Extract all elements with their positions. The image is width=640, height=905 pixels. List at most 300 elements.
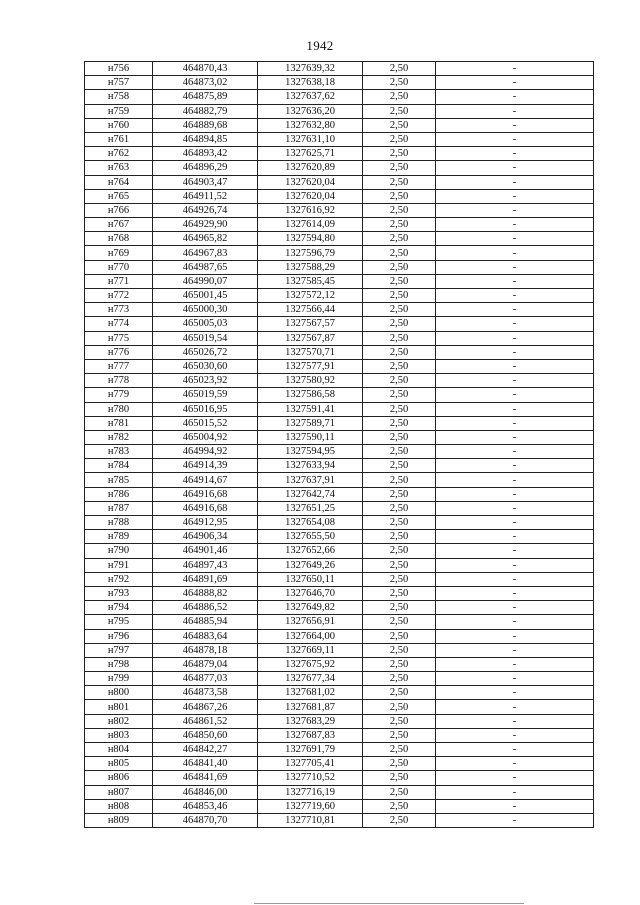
y-coordinate-cell: 1327655,50 xyxy=(258,530,363,544)
point-id-cell: н776 xyxy=(85,345,153,359)
description-cell: - xyxy=(436,544,594,558)
x-coordinate-cell: 464882,79 xyxy=(153,104,258,118)
y-coordinate-cell: 1327652,66 xyxy=(258,544,363,558)
table-row xyxy=(85,516,594,530)
table-row xyxy=(85,90,594,104)
description-cell: - xyxy=(436,743,594,757)
x-coordinate-cell: 464903,47 xyxy=(153,175,258,189)
accuracy-cell: 2,50 xyxy=(363,771,436,785)
point-id-cell: н764 xyxy=(85,175,153,189)
y-coordinate-cell: 1327580,92 xyxy=(258,374,363,388)
description-cell: - xyxy=(436,402,594,416)
point-id-cell: н797 xyxy=(85,643,153,657)
point-id-cell: н758 xyxy=(85,90,153,104)
y-coordinate-cell: 1327637,62 xyxy=(258,90,363,104)
description-cell: - xyxy=(436,118,594,132)
point-id-cell: н789 xyxy=(85,530,153,544)
description-cell: - xyxy=(436,317,594,331)
description-cell: - xyxy=(436,700,594,714)
table-row xyxy=(85,501,594,515)
y-coordinate-cell: 1327650,11 xyxy=(258,572,363,586)
y-coordinate-cell: 1327570,71 xyxy=(258,345,363,359)
accuracy-cell: 2,50 xyxy=(363,785,436,799)
x-coordinate-cell: 465023,92 xyxy=(153,374,258,388)
y-coordinate-cell: 1327586,58 xyxy=(258,388,363,402)
description-cell: - xyxy=(436,260,594,274)
point-id-cell: н807 xyxy=(85,785,153,799)
point-id-cell: н785 xyxy=(85,473,153,487)
point-id-cell: н794 xyxy=(85,601,153,615)
x-coordinate-cell: 464870,70 xyxy=(153,813,258,827)
table-row xyxy=(85,388,594,402)
point-id-cell: н780 xyxy=(85,402,153,416)
accuracy-cell: 2,50 xyxy=(363,572,436,586)
accuracy-cell: 2,50 xyxy=(363,175,436,189)
point-id-cell: н786 xyxy=(85,487,153,501)
point-id-cell: н757 xyxy=(85,76,153,90)
accuracy-cell: 2,50 xyxy=(363,331,436,345)
table-row xyxy=(85,416,594,430)
description-cell: - xyxy=(436,487,594,501)
y-coordinate-cell: 1327649,82 xyxy=(258,601,363,615)
x-coordinate-cell: 464877,03 xyxy=(153,672,258,686)
x-coordinate-cell: 464883,64 xyxy=(153,629,258,643)
x-coordinate-cell: 464867,26 xyxy=(153,700,258,714)
point-id-cell: н784 xyxy=(85,459,153,473)
accuracy-cell: 2,50 xyxy=(363,757,436,771)
accuracy-cell: 2,50 xyxy=(363,90,436,104)
y-coordinate-cell: 1327594,80 xyxy=(258,232,363,246)
table-row xyxy=(85,714,594,728)
point-id-cell: н779 xyxy=(85,388,153,402)
x-coordinate-cell: 464914,67 xyxy=(153,473,258,487)
point-id-cell: н793 xyxy=(85,586,153,600)
description-cell: - xyxy=(436,459,594,473)
x-coordinate-cell: 464886,52 xyxy=(153,601,258,615)
footer-rule xyxy=(254,903,524,904)
accuracy-cell: 2,50 xyxy=(363,345,436,359)
accuracy-cell: 2,50 xyxy=(363,104,436,118)
description-cell: - xyxy=(436,799,594,813)
x-coordinate-cell: 464842,27 xyxy=(153,743,258,757)
description-cell: - xyxy=(436,132,594,146)
accuracy-cell: 2,50 xyxy=(363,629,436,643)
point-id-cell: н771 xyxy=(85,274,153,288)
point-id-cell: н802 xyxy=(85,714,153,728)
point-id-cell: н795 xyxy=(85,615,153,629)
table-row xyxy=(85,203,594,217)
table-row xyxy=(85,161,594,175)
x-coordinate-cell: 464846,00 xyxy=(153,785,258,799)
y-coordinate-cell: 1327675,92 xyxy=(258,657,363,671)
y-coordinate-cell: 1327664,00 xyxy=(258,629,363,643)
point-id-cell: н772 xyxy=(85,289,153,303)
point-id-cell: н769 xyxy=(85,246,153,260)
y-coordinate-cell: 1327614,09 xyxy=(258,218,363,232)
description-cell: - xyxy=(436,359,594,373)
table-row xyxy=(85,686,594,700)
point-id-cell: н763 xyxy=(85,161,153,175)
x-coordinate-cell: 464894,85 xyxy=(153,132,258,146)
table-row xyxy=(85,629,594,643)
point-id-cell: н790 xyxy=(85,544,153,558)
x-coordinate-cell: 464853,46 xyxy=(153,799,258,813)
description-cell: - xyxy=(436,615,594,629)
table-row xyxy=(85,743,594,757)
description-cell: - xyxy=(436,345,594,359)
x-coordinate-cell: 464893,42 xyxy=(153,147,258,161)
accuracy-cell: 2,50 xyxy=(363,473,436,487)
accuracy-cell: 2,50 xyxy=(363,218,436,232)
accuracy-cell: 2,50 xyxy=(363,303,436,317)
y-coordinate-cell: 1327719,60 xyxy=(258,799,363,813)
accuracy-cell: 2,50 xyxy=(363,118,436,132)
accuracy-cell: 2,50 xyxy=(363,558,436,572)
accuracy-cell: 2,50 xyxy=(363,516,436,530)
accuracy-cell: 2,50 xyxy=(363,359,436,373)
coordinates-table xyxy=(84,61,594,828)
x-coordinate-cell: 464911,52 xyxy=(153,189,258,203)
description-cell: - xyxy=(436,303,594,317)
table-row xyxy=(85,76,594,90)
point-id-cell: н798 xyxy=(85,657,153,671)
y-coordinate-cell: 1327691,79 xyxy=(258,743,363,757)
y-coordinate-cell: 1327620,04 xyxy=(258,189,363,203)
y-coordinate-cell: 1327631,10 xyxy=(258,132,363,146)
x-coordinate-cell: 464873,02 xyxy=(153,76,258,90)
table-row xyxy=(85,260,594,274)
table-row xyxy=(85,672,594,686)
point-id-cell: н788 xyxy=(85,516,153,530)
point-id-cell: н805 xyxy=(85,757,153,771)
accuracy-cell: 2,50 xyxy=(363,232,436,246)
table-row xyxy=(85,132,594,146)
accuracy-cell: 2,50 xyxy=(363,274,436,288)
x-coordinate-cell: 464965,82 xyxy=(153,232,258,246)
description-cell: - xyxy=(436,757,594,771)
x-coordinate-cell: 464870,43 xyxy=(153,62,258,76)
accuracy-cell: 2,50 xyxy=(363,743,436,757)
description-cell: - xyxy=(436,586,594,600)
x-coordinate-cell: 464878,18 xyxy=(153,643,258,657)
accuracy-cell: 2,50 xyxy=(363,813,436,827)
x-coordinate-cell: 464906,34 xyxy=(153,530,258,544)
table-row xyxy=(85,359,594,373)
description-cell: - xyxy=(436,643,594,657)
description-cell: - xyxy=(436,530,594,544)
x-coordinate-cell: 465019,59 xyxy=(153,388,258,402)
accuracy-cell: 2,50 xyxy=(363,161,436,175)
description-cell: - xyxy=(436,76,594,90)
description-cell: - xyxy=(436,161,594,175)
description-cell: - xyxy=(436,203,594,217)
table-row xyxy=(85,274,594,288)
accuracy-cell: 2,50 xyxy=(363,686,436,700)
x-coordinate-cell: 464994,92 xyxy=(153,445,258,459)
x-coordinate-cell: 464987,65 xyxy=(153,260,258,274)
table-row xyxy=(85,601,594,615)
coordinates-table-body xyxy=(85,62,594,828)
y-coordinate-cell: 1327654,08 xyxy=(258,516,363,530)
y-coordinate-cell: 1327620,89 xyxy=(258,161,363,175)
accuracy-cell: 2,50 xyxy=(363,62,436,76)
y-coordinate-cell: 1327616,92 xyxy=(258,203,363,217)
x-coordinate-cell: 464916,68 xyxy=(153,487,258,501)
table-row xyxy=(85,473,594,487)
y-coordinate-cell: 1327636,20 xyxy=(258,104,363,118)
y-coordinate-cell: 1327637,91 xyxy=(258,473,363,487)
point-id-cell: н770 xyxy=(85,260,153,274)
table-row xyxy=(85,785,594,799)
x-coordinate-cell: 464897,43 xyxy=(153,558,258,572)
table-row xyxy=(85,317,594,331)
y-coordinate-cell: 1327567,87 xyxy=(258,331,363,345)
y-coordinate-cell: 1327649,26 xyxy=(258,558,363,572)
accuracy-cell: 2,50 xyxy=(363,643,436,657)
y-coordinate-cell: 1327585,45 xyxy=(258,274,363,288)
point-id-cell: н791 xyxy=(85,558,153,572)
point-id-cell: н765 xyxy=(85,189,153,203)
description-cell: - xyxy=(436,90,594,104)
description-cell: - xyxy=(436,416,594,430)
table-row xyxy=(85,558,594,572)
table-row xyxy=(85,402,594,416)
description-cell: - xyxy=(436,246,594,260)
description-cell: - xyxy=(436,232,594,246)
description-cell: - xyxy=(436,445,594,459)
point-id-cell: н801 xyxy=(85,700,153,714)
accuracy-cell: 2,50 xyxy=(363,132,436,146)
accuracy-cell: 2,50 xyxy=(363,714,436,728)
y-coordinate-cell: 1327632,80 xyxy=(258,118,363,132)
x-coordinate-cell: 464879,04 xyxy=(153,657,258,671)
y-coordinate-cell: 1327590,11 xyxy=(258,430,363,444)
accuracy-cell: 2,50 xyxy=(363,459,436,473)
y-coordinate-cell: 1327646,70 xyxy=(258,586,363,600)
x-coordinate-cell: 464885,94 xyxy=(153,615,258,629)
accuracy-cell: 2,50 xyxy=(363,402,436,416)
accuracy-cell: 2,50 xyxy=(363,700,436,714)
table-row xyxy=(85,657,594,671)
description-cell: - xyxy=(436,686,594,700)
y-coordinate-cell: 1327577,91 xyxy=(258,359,363,373)
description-cell: - xyxy=(436,728,594,742)
table-row xyxy=(85,303,594,317)
table-row xyxy=(85,175,594,189)
table-row xyxy=(85,289,594,303)
y-coordinate-cell: 1327625,71 xyxy=(258,147,363,161)
y-coordinate-cell: 1327588,29 xyxy=(258,260,363,274)
x-coordinate-cell: 464901,46 xyxy=(153,544,258,558)
accuracy-cell: 2,50 xyxy=(363,615,436,629)
table-row xyxy=(85,445,594,459)
point-id-cell: н792 xyxy=(85,572,153,586)
table-row xyxy=(85,728,594,742)
x-coordinate-cell: 465005,03 xyxy=(153,317,258,331)
y-coordinate-cell: 1327710,81 xyxy=(258,813,363,827)
x-coordinate-cell: 464967,83 xyxy=(153,246,258,260)
description-cell: - xyxy=(436,771,594,785)
description-cell: - xyxy=(436,501,594,515)
description-cell: - xyxy=(436,813,594,827)
description-cell: - xyxy=(436,289,594,303)
x-coordinate-cell: 465001,45 xyxy=(153,289,258,303)
table-row xyxy=(85,147,594,161)
accuracy-cell: 2,50 xyxy=(363,388,436,402)
description-cell: - xyxy=(436,175,594,189)
accuracy-cell: 2,50 xyxy=(363,501,436,515)
table-row xyxy=(85,530,594,544)
accuracy-cell: 2,50 xyxy=(363,544,436,558)
page-number: 1942 xyxy=(306,38,334,53)
accuracy-cell: 2,50 xyxy=(363,657,436,671)
table-row xyxy=(85,799,594,813)
accuracy-cell: 2,50 xyxy=(363,728,436,742)
table-row xyxy=(85,459,594,473)
accuracy-cell: 2,50 xyxy=(363,601,436,615)
x-coordinate-cell: 464873,58 xyxy=(153,686,258,700)
accuracy-cell: 2,50 xyxy=(363,76,436,90)
accuracy-cell: 2,50 xyxy=(363,189,436,203)
table-row xyxy=(85,643,594,657)
point-id-cell: н768 xyxy=(85,232,153,246)
table-row xyxy=(85,586,594,600)
table-row xyxy=(85,62,594,76)
x-coordinate-cell: 464916,68 xyxy=(153,501,258,515)
x-coordinate-cell: 465030,60 xyxy=(153,359,258,373)
x-coordinate-cell: 464926,74 xyxy=(153,203,258,217)
description-cell: - xyxy=(436,629,594,643)
table-row xyxy=(85,331,594,345)
point-id-cell: н803 xyxy=(85,728,153,742)
accuracy-cell: 2,50 xyxy=(363,530,436,544)
x-coordinate-cell: 464841,69 xyxy=(153,771,258,785)
table-row xyxy=(85,771,594,785)
description-cell: - xyxy=(436,218,594,232)
table-row xyxy=(85,189,594,203)
accuracy-cell: 2,50 xyxy=(363,487,436,501)
accuracy-cell: 2,50 xyxy=(363,430,436,444)
description-cell: - xyxy=(436,672,594,686)
y-coordinate-cell: 1327705,41 xyxy=(258,757,363,771)
y-coordinate-cell: 1327683,29 xyxy=(258,714,363,728)
point-id-cell: н759 xyxy=(85,104,153,118)
x-coordinate-cell: 464861,52 xyxy=(153,714,258,728)
point-id-cell: н787 xyxy=(85,501,153,515)
point-id-cell: н800 xyxy=(85,686,153,700)
x-coordinate-cell: 464875,89 xyxy=(153,90,258,104)
description-cell: - xyxy=(436,657,594,671)
y-coordinate-cell: 1327651,25 xyxy=(258,501,363,515)
table-row xyxy=(85,430,594,444)
y-coordinate-cell: 1327638,18 xyxy=(258,76,363,90)
x-coordinate-cell: 464888,82 xyxy=(153,586,258,600)
table-row xyxy=(85,544,594,558)
x-coordinate-cell: 464929,90 xyxy=(153,218,258,232)
accuracy-cell: 2,50 xyxy=(363,289,436,303)
accuracy-cell: 2,50 xyxy=(363,799,436,813)
point-id-cell: н767 xyxy=(85,218,153,232)
y-coordinate-cell: 1327589,71 xyxy=(258,416,363,430)
point-id-cell: н760 xyxy=(85,118,153,132)
y-coordinate-cell: 1327572,12 xyxy=(258,289,363,303)
y-coordinate-cell: 1327669,11 xyxy=(258,643,363,657)
x-coordinate-cell: 465000,30 xyxy=(153,303,258,317)
y-coordinate-cell: 1327716,19 xyxy=(258,785,363,799)
point-id-cell: н778 xyxy=(85,374,153,388)
x-coordinate-cell: 465015,52 xyxy=(153,416,258,430)
point-id-cell: н799 xyxy=(85,672,153,686)
table-row xyxy=(85,487,594,501)
description-cell: - xyxy=(436,374,594,388)
description-cell: - xyxy=(436,473,594,487)
description-cell: - xyxy=(436,572,594,586)
accuracy-cell: 2,50 xyxy=(363,203,436,217)
y-coordinate-cell: 1327681,87 xyxy=(258,700,363,714)
description-cell: - xyxy=(436,189,594,203)
point-id-cell: н806 xyxy=(85,771,153,785)
table-row xyxy=(85,615,594,629)
point-id-cell: н781 xyxy=(85,416,153,430)
description-cell: - xyxy=(436,274,594,288)
table-row xyxy=(85,813,594,827)
y-coordinate-cell: 1327566,44 xyxy=(258,303,363,317)
description-cell: - xyxy=(436,331,594,345)
point-id-cell: н773 xyxy=(85,303,153,317)
point-id-cell: н808 xyxy=(85,799,153,813)
description-cell: - xyxy=(436,62,594,76)
y-coordinate-cell: 1327639,32 xyxy=(258,62,363,76)
description-cell: - xyxy=(436,601,594,615)
point-id-cell: н761 xyxy=(85,132,153,146)
description-cell: - xyxy=(436,516,594,530)
description-cell: - xyxy=(436,430,594,444)
x-coordinate-cell: 465016,95 xyxy=(153,402,258,416)
table-row xyxy=(85,232,594,246)
y-coordinate-cell: 1327594,95 xyxy=(258,445,363,459)
description-cell: - xyxy=(436,388,594,402)
point-id-cell: н809 xyxy=(85,813,153,827)
y-coordinate-cell: 1327710,52 xyxy=(258,771,363,785)
y-coordinate-cell: 1327681,02 xyxy=(258,686,363,700)
x-coordinate-cell: 464889,68 xyxy=(153,118,258,132)
accuracy-cell: 2,50 xyxy=(363,586,436,600)
table-row xyxy=(85,757,594,771)
point-id-cell: н782 xyxy=(85,430,153,444)
x-coordinate-cell: 464891,69 xyxy=(153,572,258,586)
x-coordinate-cell: 464990,07 xyxy=(153,274,258,288)
accuracy-cell: 2,50 xyxy=(363,445,436,459)
point-id-cell: н804 xyxy=(85,743,153,757)
accuracy-cell: 2,50 xyxy=(363,416,436,430)
description-cell: - xyxy=(436,714,594,728)
y-coordinate-cell: 1327677,34 xyxy=(258,672,363,686)
description-cell: - xyxy=(436,558,594,572)
table-row xyxy=(85,246,594,260)
x-coordinate-cell: 464914,39 xyxy=(153,459,258,473)
x-coordinate-cell: 465004,92 xyxy=(153,430,258,444)
accuracy-cell: 2,50 xyxy=(363,260,436,274)
table-row xyxy=(85,218,594,232)
point-id-cell: н774 xyxy=(85,317,153,331)
table-row xyxy=(85,118,594,132)
y-coordinate-cell: 1327642,74 xyxy=(258,487,363,501)
x-coordinate-cell: 464912,95 xyxy=(153,516,258,530)
accuracy-cell: 2,50 xyxy=(363,374,436,388)
table-row xyxy=(85,345,594,359)
description-cell: - xyxy=(436,147,594,161)
y-coordinate-cell: 1327620,04 xyxy=(258,175,363,189)
